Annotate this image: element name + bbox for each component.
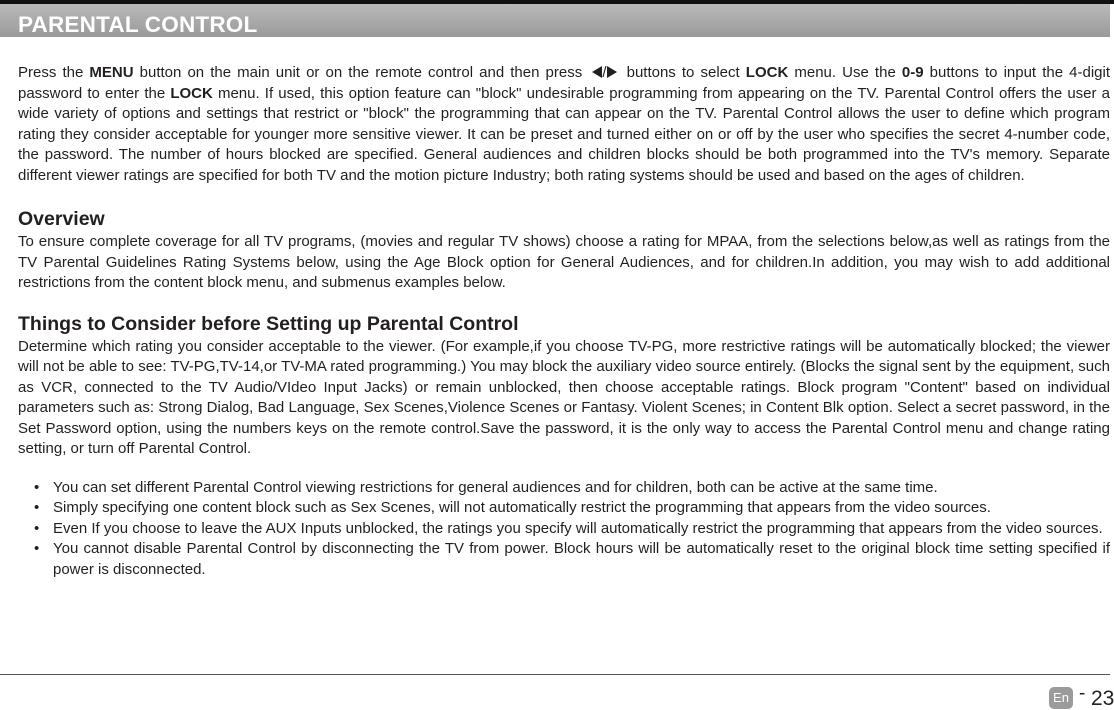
bullet-icon: •	[34, 499, 40, 516]
page-title: PARENTAL CONTROL	[18, 12, 258, 37]
intro-paragraph	[18, 63, 1110, 186]
intro-text-5: buttons to input the 4-digit password to enter the	[18, 64, 1111, 102]
triangle-left-icon	[592, 66, 602, 78]
list-item-text: Simply specifying one content block such as Sex Scenes, will not automatically restrict the programming that appears from the video sources.	[53, 499, 991, 516]
list-item	[18, 539, 1110, 580]
overview-paragraph: To ensure complete coverage for all TV programs, (movies and regular TV shows) choose a rating for MPAA, from the selections below,as well as ratings from the TV Parental Guidelines Rating Systems below, using the Age Block option for General Audiences, and for children.In addition, you may wish to add additional restrictions from the content block menu, and submenus examples below.	[18, 233, 1110, 291]
list-item-text: Even If you choose to leave the AUX Inputs unblocked, the ratings you specify will automatically restrict the programming that appears from the video sources.	[53, 519, 1103, 537]
intro-text-3: buttons to select	[620, 64, 746, 81]
language-badge: En	[1049, 687, 1073, 709]
bullet-icon: •	[34, 519, 40, 537]
intro-text-6: menu. If used, this option feature can "block" undesirable programming from appearing on the TV. Parental Control offers the user a wide variety of options and settings that restrict or "block" the programming that can appear on the TV. Parental Control allows the user to define which program rating they consider acceptable for younger more sensitive viewer. It can be preset and turned either on or off by the user who specifies the secret 4-number code, the password. The number of hours blocked are specified. General audiences and children blocks should be both programmed into the TV's memory. Separate different viewer ratings are specified for both TV and the motion picture Industry; both rating systems should be used and based on the ages of children.	[18, 84, 1110, 184]
overview-heading: Overview	[18, 208, 105, 230]
list-item-text: You cannot disable Parental Control by disconnecting the TV from power. Block hours will be automatically reset to the original block time setting specified if power is disconnected.	[53, 540, 1110, 578]
footer-rule	[0, 674, 1110, 675]
things-paragraph: Determine which rating you consider acceptable to the viewer. (For example,if you choose TV-PG, more restrictive ratings will be automatically blocked; the viewer will not be able to see: TV-PG,TV-14,or TV-MA rated programming.) You may block the auxiliary video source entirely. (Blocks the signal sent by the equipment, such as VCR, connected to the TV Audio/VIdeo Input Jacks) or remain unblocked, then choose acceptable ratings. Block program "Content" based on individual parameters such as: Strong Dialog, Bad Language, Sex Scenes,Violence Scenes or Fantasy. Violent Scenes; in Content Blk option. Select a secret password, in the Set Password option, using the numbers keys on the remote control.Save the password, it is the only way to access the Parental Control menu and change rating setting, or turn off Parental Control.	[18, 337, 1110, 457]
things-heading: Things to Consider before Setting up Parental Control	[18, 312, 519, 335]
list-item-text: You can set different Parental Control viewing restrictions for general audiences and for children, both can be active at the same time.	[53, 478, 938, 496]
page-number: 23	[1091, 687, 1114, 710]
lock-keyword: LOCK	[745, 64, 789, 81]
bullet-icon: •	[34, 478, 40, 496]
list-item	[18, 478, 1110, 499]
bullet-icon: •	[34, 540, 40, 557]
intro-text-2: button on the main unit or on the remote control and then press	[133, 64, 589, 81]
page-dash: -	[1079, 683, 1086, 704]
intro-text-4: menu. Use the	[788, 64, 902, 81]
triangle-right-icon	[607, 66, 617, 78]
digits-keyword: 0-9	[901, 64, 924, 81]
intro-text-1: Press the	[18, 64, 90, 81]
content	[18, 63, 1110, 580]
list-item	[18, 498, 1110, 519]
lock-keyword-2: LOCK	[170, 84, 213, 102]
slash-separator: /	[602, 64, 607, 81]
notes-list	[18, 478, 1110, 581]
list-item	[18, 519, 1110, 540]
menu-keyword: MENU	[89, 64, 134, 81]
